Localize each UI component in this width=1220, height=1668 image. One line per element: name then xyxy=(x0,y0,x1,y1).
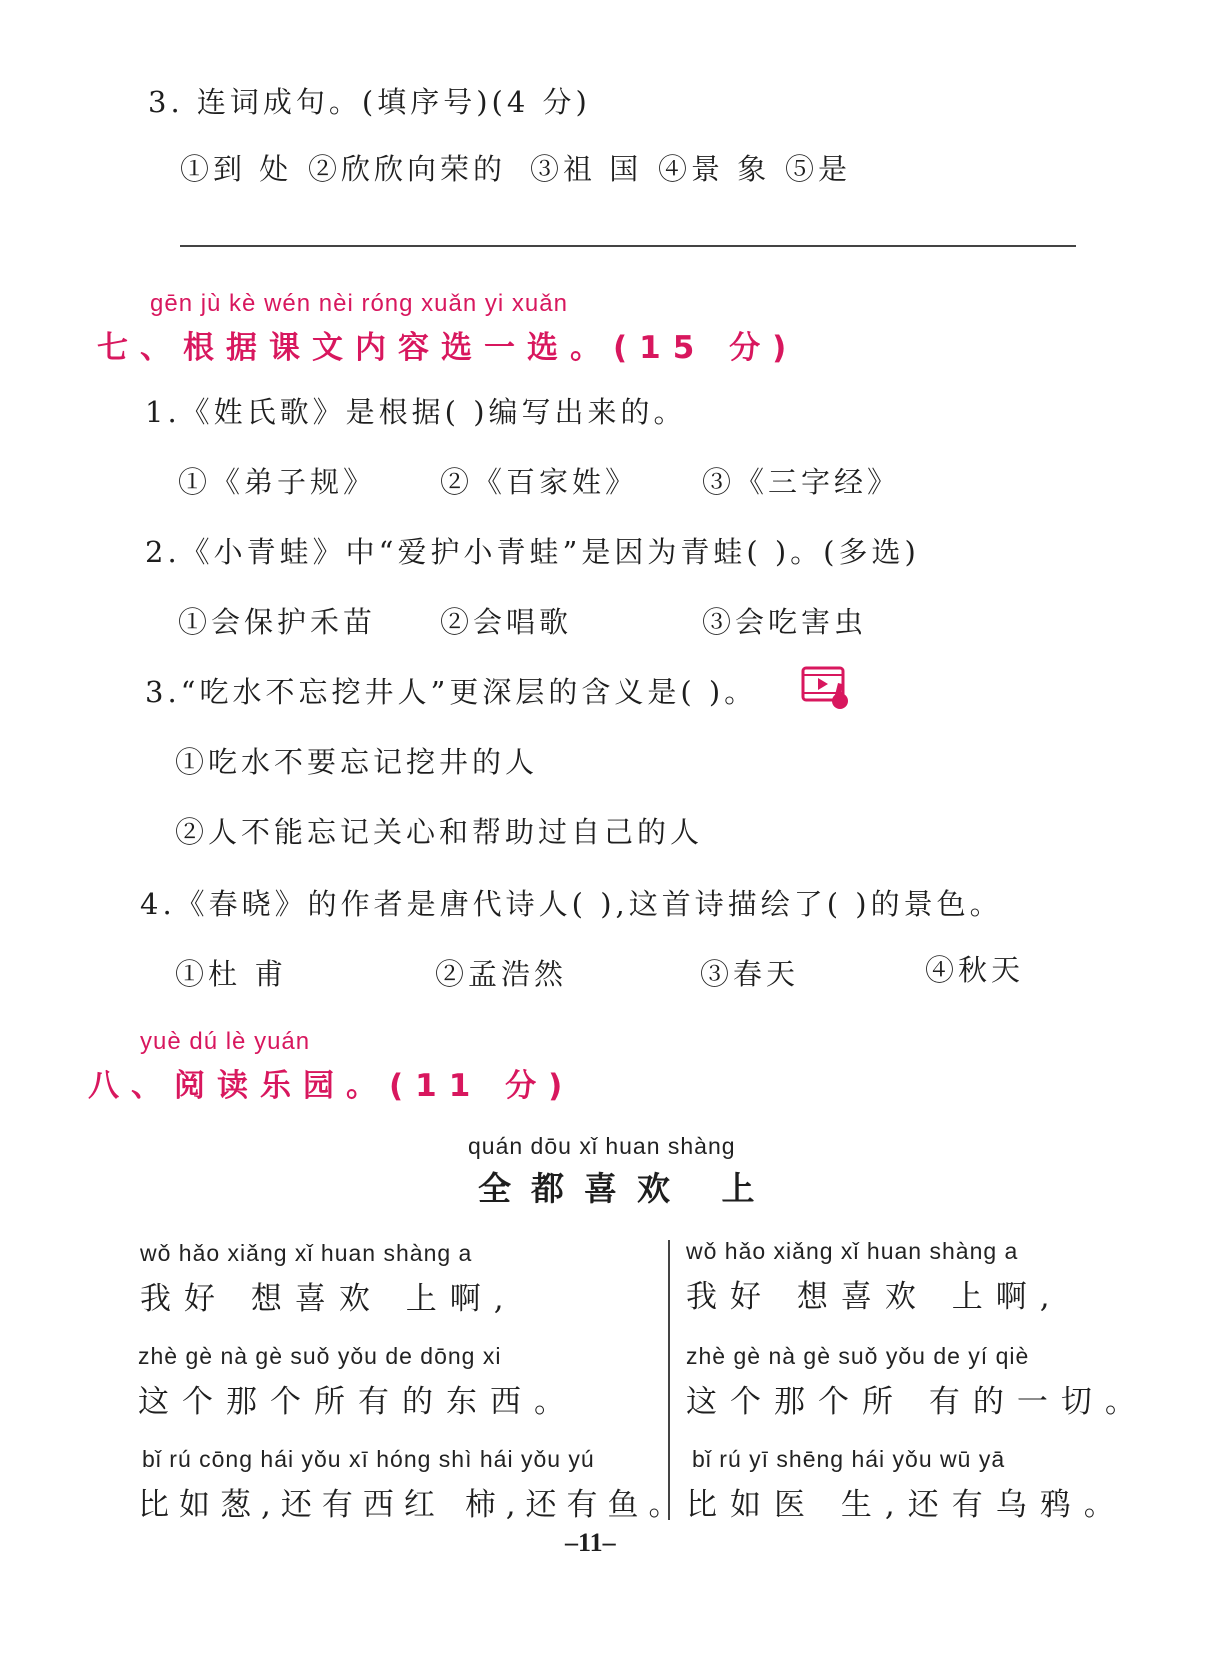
question-7-3-stem: 3.“吃水不忘挖井人”更深层的含义是( )。 xyxy=(145,675,758,709)
section-7-heading: 七、根据课文内容选一选。(15 分) xyxy=(97,330,799,366)
section-8-pinyin: yuè dú lè yuán xyxy=(140,1028,311,1055)
word-option-1: ①到 处 xyxy=(180,152,293,186)
q7-1-option-3: ③《三字经》 xyxy=(702,465,901,499)
q7-1-option-1: ①《弟子规》 xyxy=(178,465,377,499)
q7-4-option-2: ②孟浩然 xyxy=(435,957,568,991)
column-divider xyxy=(668,1240,670,1520)
word-option-2: ②欣欣向荣的 xyxy=(308,152,507,186)
left-line-2: 这个那个所有的东西。 xyxy=(138,1384,578,1420)
word-option-4: ④景 象 xyxy=(658,152,771,186)
q7-4-option-4: ④秋天 xyxy=(925,953,1025,987)
left-line-1: 我好 想喜欢 上啊, xyxy=(140,1281,517,1317)
question-7-4-stem: 4.《春晓》的作者是唐代诗人( ),这首诗描绘了( )的景色。 xyxy=(140,887,1003,921)
page-number: –11– xyxy=(565,1528,616,1557)
left-line-2-pinyin: zhè gè nà gè suǒ yǒu de dōng xi xyxy=(138,1343,502,1369)
q7-2-option-1: ①会保护禾苗 xyxy=(178,605,377,639)
q7-2-option-3: ③会吃害虫 xyxy=(702,605,868,639)
right-line-3-pinyin: bǐ rú yī shēng hái yǒu wū yā xyxy=(692,1446,1006,1472)
q7-3-option-1: ①吃水不要忘记挖井的人 xyxy=(175,745,539,779)
right-line-2: 这个那个所 有的一切。 xyxy=(686,1384,1149,1420)
section-7-pinyin: gēn jù kè wén nèi róng xuǎn yi xuǎn xyxy=(150,290,568,317)
word-option-5: ⑤是 xyxy=(785,152,852,186)
section-8-heading: 八、阅读乐园。(11 分) xyxy=(88,1068,575,1104)
left-line-3-pinyin: bǐ rú cōng hái yǒu xī hóng shì hái yǒu yú xyxy=(142,1446,595,1472)
answer-line xyxy=(180,245,1076,247)
q7-1-option-2: ②《百家姓》 xyxy=(440,465,639,499)
question-6-3-stem: 3. 连词成句。(填序号)(4 分) xyxy=(148,85,591,119)
video-play-icon[interactable] xyxy=(800,665,854,713)
q7-3-option-2: ②人不能忘记关心和帮助过自己的人 xyxy=(175,815,704,849)
left-line-3: 比如葱,还有西红 柿,还有鱼。 xyxy=(138,1487,690,1523)
right-line-2-pinyin: zhè gè nà gè suǒ yǒu de yí qiè xyxy=(686,1343,1030,1369)
q7-4-option-3: ③春天 xyxy=(700,957,800,991)
right-line-1-pinyin: wǒ hǎo xiǎng xǐ huan shàng a xyxy=(686,1238,1019,1264)
q7-4-option-1: ①杜 甫 xyxy=(175,957,288,991)
poem-title: 全都喜欢 上 xyxy=(478,1169,775,1208)
question-7-1-stem: 1.《姓氏歌》是根据( )编写出来的。 xyxy=(145,395,687,429)
left-line-1-pinyin: wǒ hǎo xiǎng xǐ huan shàng a xyxy=(140,1240,473,1266)
poem-title-pinyin: quán dōu xǐ huan shàng xyxy=(468,1133,736,1159)
question-7-2-stem: 2.《小青蛙》中“爱护小青蛙”是因为青蛙( )。(多选) xyxy=(145,535,920,569)
word-option-3: ③祖 国 xyxy=(530,152,643,186)
q7-2-option-2: ②会唱歌 xyxy=(440,605,573,639)
right-line-3: 比如医 生,还有乌鸦。 xyxy=(686,1487,1128,1523)
right-line-1: 我好 想喜欢 上啊, xyxy=(686,1279,1063,1315)
